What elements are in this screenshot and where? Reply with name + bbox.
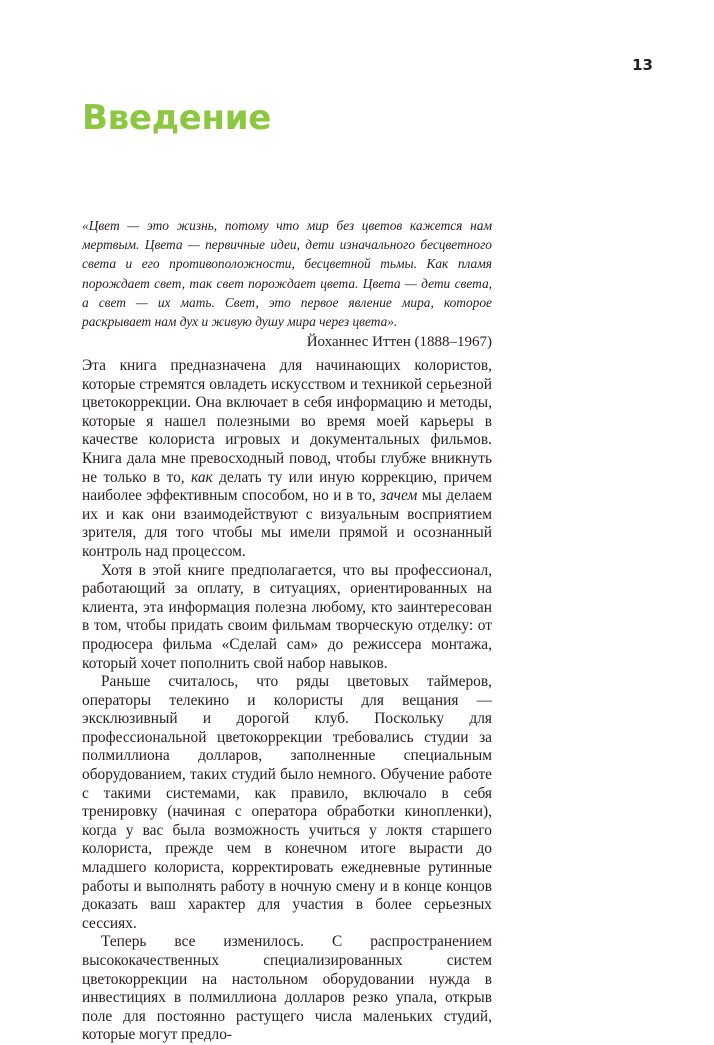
emphasis-why: зачем: [380, 487, 418, 505]
body-text: [82, 357, 492, 1045]
paragraph-3: Раньше считалось, что ряды цветовых таймеров, операторы телекино и колористы для вещания — эксклюзивный и дорогой клуб. Поскольку для профессиональной цветокоррекции требовались студии за полмиллиона долларов, заполненные специальным оборудованием, таких студий было немного. Обучение работе с такими системами, как правило, включало в себя тренировку (начиная с оператора обработки кинопленки), когда у вас была возможность учиться у локтя старшего колориста, прежде чем в конечном итоге вырасти до младшего колориста, корректировать ежедневные рутинные работы и выполнять работу в ночную смену и в конце концов доказать ваш характер для участия в более серьезных сессиях.: [82, 673, 492, 932]
chapter-title: Введение: [82, 98, 271, 138]
epigraph: [82, 216, 492, 352]
paragraph-1-part-1: Эта книга предназначена для начинающих колористов, которые стремятся овладеть искусством и техникой серьезной цветокоррекции. Она включает в себя информацию и методы, которые я нашел полезными во время моей карьеры в качестве колориста игровых и документальных фильмов. Книга дала мне превосходный повод, чтобы глубже вникнуть не только в то,: [82, 357, 492, 486]
paragraph-1: [82, 357, 492, 562]
paragraph-1-part-2: делать ту или иную коррекцию, причем наиболее эффективным способом, но и в то,: [82, 468, 493, 505]
paragraph-1-part-3: мы делаем их и как они взаимодействуют с визуальным восприятием зрителя, для того чтобы мы имели прямой и осознанный контроль над процессом.: [82, 487, 492, 560]
epigraph-author: Йоханнес Иттен (1888–1967): [306, 334, 492, 351]
paragraph-4: Теперь все изменилось. С распространением высококачественных специализированных систем цветокоррекции на настольном оборудовании нужда в инвестициях в полмиллиона долларов резко упала, открыв поле для постоянно растущего числа маленьких студий, которые могут предло-: [82, 933, 492, 1044]
paragraph-2: Хотя в этой книге предполагается, что вы профессионал, работающий за оплату, в ситуациях, ориентированных на клиента, эта информация полезна любому, кто заинтересован в том, чтобы придать своим фильмам творческую отделку: от продюсера фильма «Сделай сам» до режиссера монтажа, который хочет пополнить свой набор навыков.: [82, 561, 492, 672]
page-number: 13: [632, 56, 653, 74]
emphasis-how: как: [191, 468, 213, 486]
epigraph-quote: «Цвет — это жизнь, потому что мир без цветов кажется нам мертвым. Цвета — первичные идеи, дети изначального бесцветного света и его противоположности, бесцветной тьмы. Как пламя порождает свет, так свет порождает цвета. Цвета — дети света, а свет — их мать. Свет, это первое явление мира, которое раскрывает нам дух и живую душу мира через цвета».: [82, 218, 492, 330]
